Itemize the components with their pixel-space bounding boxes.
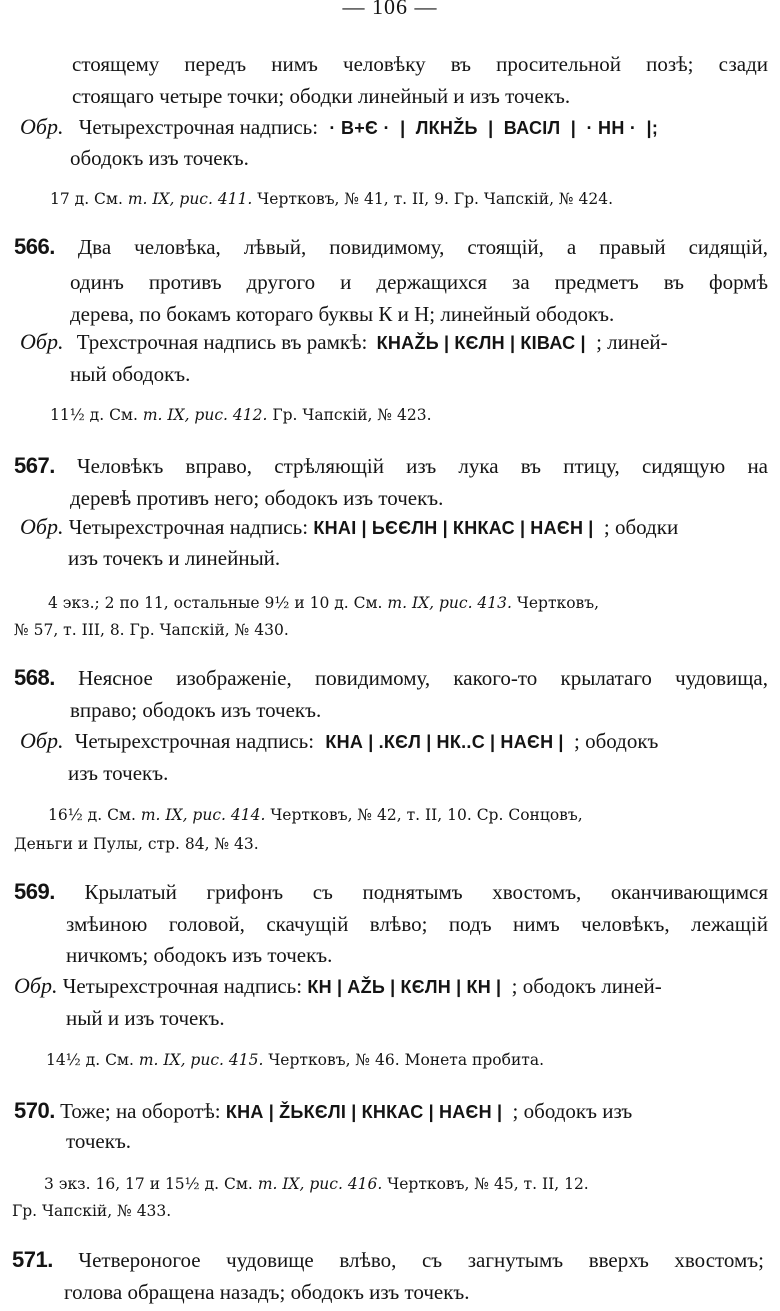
reference-line — [50, 404, 432, 426]
inscription-line: КН — [466, 977, 492, 997]
reference-line — [46, 1049, 544, 1071]
obverse-tail: ; линей- — [596, 330, 668, 354]
obverse-line — [14, 972, 662, 1001]
description-line: стоящаго четыре точки; ободки линейный и изъ точекъ. — [72, 84, 571, 108]
reference-line — [48, 804, 583, 826]
inscription-line: ЬЄЄЛН — [371, 518, 438, 538]
inscription-line: АŽЬ — [347, 977, 386, 997]
description-line: стоящему передъ нимъ человѣку въ просительной позѣ; сзади — [72, 52, 768, 76]
reference-figure: т. IX, рис. 413. — [387, 594, 512, 612]
obverse-text: Четырехстрочная надпись: — [78, 115, 319, 139]
obverse-continuation: ный ободокъ. — [70, 362, 191, 386]
inscription: КНА | .КЄЛ | НК..С | НАЄН | — [325, 732, 564, 752]
description-line: ничкомъ; ободокъ изъ точекъ. — [66, 943, 333, 967]
description-text: Неясное изображеніе, повидимому, какого-то крылатаго чудовища, — [78, 666, 769, 690]
inscription: КНАІ | ЬЄЄЛН | КНКАС | НАЄН | — [313, 518, 594, 538]
obverse-label: Обр. — [20, 114, 64, 139]
inscription-line: КЄЛН — [400, 977, 452, 997]
description-line — [14, 233, 768, 261]
inscription-line: ŽЬКЄЛІ — [279, 1102, 347, 1122]
description-text: Крылатый грифонъ съ поднятымъ хвостомъ, оканчивающимся — [84, 880, 768, 904]
inscription: КН | АŽЬ | КЄЛН | КН | — [307, 977, 502, 997]
page-number: — 106 — — [342, 0, 438, 19]
reference-figure: т. IX, рис. 415. — [138, 1051, 264, 1069]
reference-figure: т. IX, рис. 412. — [142, 406, 268, 424]
reference-text: 17 д. См. — [50, 190, 123, 208]
reference-text: 16½ д. См. — [48, 806, 136, 824]
obverse-line — [20, 328, 668, 357]
reference-text: Чертковъ, № 41, т. II, 9. Гр. Чапскій, № 424. — [257, 190, 614, 208]
description-line — [14, 1097, 632, 1126]
obverse-continuation: изъ точекъ и линейный. — [68, 546, 281, 570]
description-line — [14, 878, 768, 906]
obverse-line — [20, 113, 663, 142]
inscription-line: КН — [307, 977, 332, 997]
description-line — [12, 1246, 764, 1274]
reference-line — [50, 188, 613, 210]
reference-line: Гр. Чапскій, № 433. — [12, 1202, 172, 1220]
reference-line — [44, 1173, 589, 1195]
inscription-line: КНАŽЬ — [376, 333, 440, 353]
reference-figure: т. IX, рис. 414. — [140, 806, 266, 824]
obverse-continuation: ный и изъ точекъ. — [66, 1006, 225, 1030]
entry-number: 568. — [14, 665, 55, 690]
inscription-line: КНКАС — [361, 1102, 424, 1122]
description-line: голова обращена назадъ; ободокъ изъ точекъ. — [64, 1280, 470, 1304]
inscription-line: .КЄЛ — [378, 732, 422, 752]
obverse-text: Четырехстрочная надпись: — [62, 974, 303, 998]
obverse-text: Четырехстрочная надпись: — [68, 515, 309, 539]
obverse-continuation: ободокъ изъ точекъ. — [70, 146, 249, 170]
description-line: вправо; ободокъ изъ точекъ. — [70, 698, 322, 722]
reference-line: Деньги и Пулы, стр. 84, № 43. — [14, 835, 259, 853]
entry-number: 571. — [12, 1247, 53, 1272]
inscription: · В+Є · | ЛКНŽЬ | ВАСІЛ | · НН · |; — [329, 118, 659, 138]
description-line: одинъ противъ другого и держащихся за предметъ въ формѣ — [70, 270, 768, 294]
obverse-line — [20, 727, 658, 756]
obverse-line — [20, 513, 678, 542]
inscription-line: НАЄН — [438, 1102, 492, 1122]
description-line: точекъ. — [66, 1129, 132, 1153]
inscription-line: · НН · — [581, 118, 642, 138]
reference-text: Чертковъ, № 45, т. II, 12. — [387, 1175, 589, 1193]
inscription-line: ВАСІЛ — [498, 118, 566, 138]
description-line: змѣиною головой, скачущій влѣво; подъ нимъ человѣкъ, лежащій — [66, 912, 768, 936]
obverse-text: Трехстрочная надпись въ рамкѣ: — [76, 330, 368, 354]
inscription: КНАŽЬ | КЄЛН | КІВАС | — [376, 333, 586, 353]
description-text: Два человѣка, лѣвый, повидимому, стоящій, а правый сидящій, — [77, 235, 769, 259]
obverse-label: Обр. — [20, 514, 64, 539]
inscription-line: КЄЛН — [454, 333, 505, 353]
reference-line — [48, 592, 599, 614]
inscription-line: КНА — [325, 732, 364, 752]
reference-text: Чертковъ, — [516, 594, 600, 612]
description-text: Тоже; на оборотѣ: — [60, 1099, 221, 1123]
inscription-line: НК..С — [436, 732, 486, 752]
inscription: КНА | ŽЬКЄЛІ | КНКАС | НАЄН | — [225, 1102, 503, 1122]
inscription-line: КНА — [225, 1102, 264, 1122]
entry-number: 569. — [14, 879, 55, 904]
obverse-tail: ; ободки — [603, 515, 679, 539]
inscription-line: ЛКНŽЬ — [410, 118, 484, 138]
reference-text: Гр. Чапскій, № 423. — [272, 406, 432, 424]
reference-text: 3 экз. 16, 17 и 15½ д. См. — [44, 1175, 253, 1193]
description-line: дерева, по бокамъ котораго буквы К и Н; линейный ободокъ. — [70, 302, 615, 326]
obverse-continuation: изъ точекъ. — [68, 761, 169, 785]
description-text: Человѣкъ вправо, стрѣляющій изъ лука въ птицу, сидящую на — [77, 454, 768, 478]
reference-text: 11½ д. См. — [50, 406, 138, 424]
inscription-line: КІВАС — [520, 333, 576, 353]
obverse-tail: ; ободокъ линей- — [511, 974, 662, 998]
reference-text: 14½ д. См. — [46, 1051, 134, 1069]
obverse-label: Обр. — [14, 973, 58, 998]
obverse-tail: ; ободокъ изъ — [512, 1099, 633, 1123]
inscription-line: НАЄН — [530, 518, 584, 538]
obverse-tail: ; ободокъ — [574, 729, 659, 753]
description-line — [14, 452, 768, 480]
description-text: Четвероногое чудовище влѣво, съ загнутымъ вверхъ хвостомъ; — [78, 1248, 765, 1272]
reference-text: 4 экз.; 2 по 11, остальные 9½ и 10 д. См. — [48, 594, 383, 612]
reference-figure: т. IX, рис. 416. — [257, 1175, 383, 1193]
description-line — [14, 664, 768, 692]
reference-figure: т. IX, рис. 411. — [127, 190, 253, 208]
entry-number: 570. — [14, 1098, 55, 1123]
reference-text: Чертковъ, № 42, т. II, 10. Ср. Сонцовъ, — [270, 806, 583, 824]
obverse-label: Обр. — [20, 329, 64, 354]
entry-number: 567. — [14, 453, 55, 478]
inscription-line: НАЄН — [500, 732, 554, 752]
inscription-line: · В+Є · — [329, 118, 396, 138]
description-line: деревѣ противъ него; ободокъ изъ точекъ. — [70, 486, 444, 510]
obverse-text: Четырехстрочная надпись: — [74, 729, 315, 753]
reference-line: № 57, т. III, 8. Гр. Чапскій, № 430. — [14, 621, 289, 639]
obverse-label: Обр. — [20, 728, 64, 753]
entry-number: 566. — [14, 234, 55, 259]
inscription-line: КНАІ — [313, 518, 357, 538]
inscription-line: КНКАС — [452, 518, 515, 538]
reference-text: Чертковъ, № 46. Монета пробита. — [268, 1051, 545, 1069]
